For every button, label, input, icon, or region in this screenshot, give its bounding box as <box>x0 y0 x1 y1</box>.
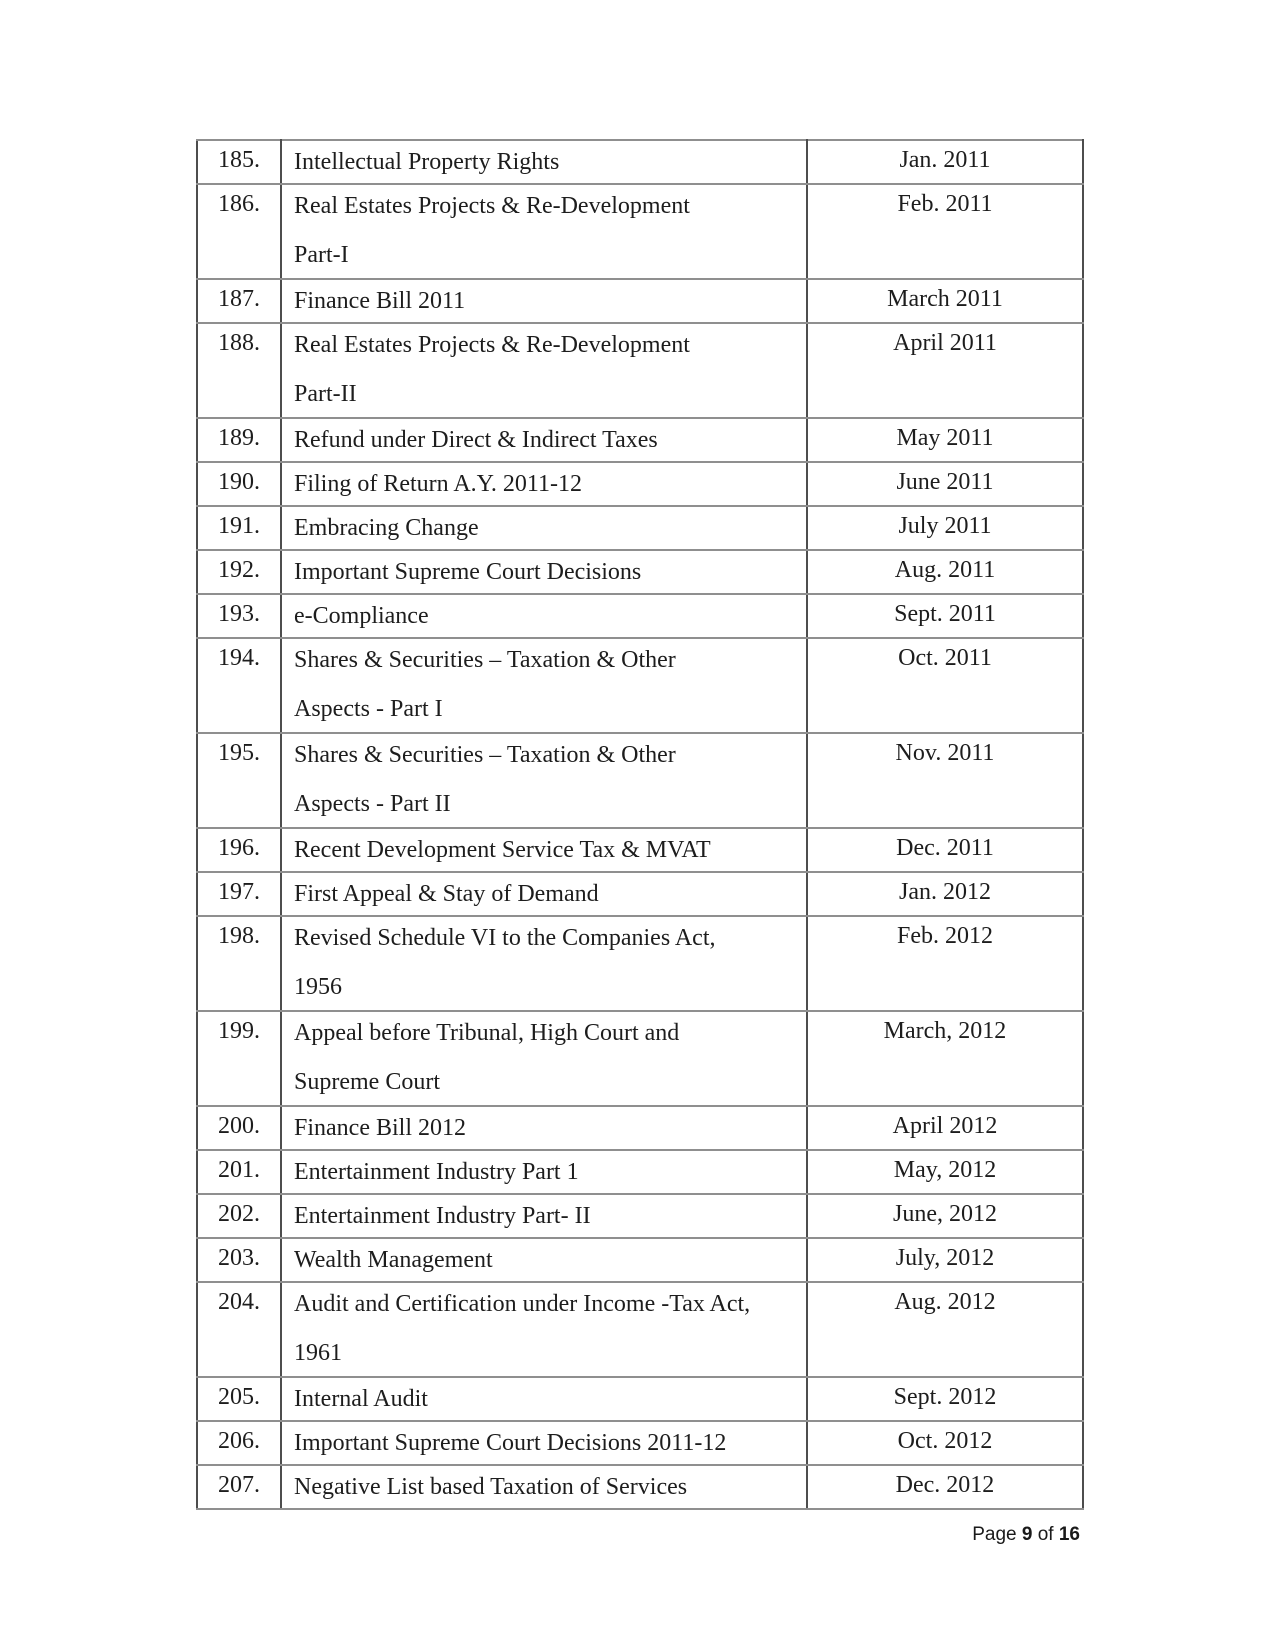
table-row <box>197 733 1083 828</box>
table-row <box>197 828 1083 872</box>
row-number-cell: 186. <box>197 184 281 279</box>
table-row <box>197 462 1083 506</box>
row-date-cell: Feb. 2012 <box>807 916 1083 1011</box>
row-number-cell: 207. <box>197 1465 281 1509</box>
table-row <box>197 506 1083 550</box>
row-date-cell: July 2011 <box>807 506 1083 550</box>
row-date-cell: May, 2012 <box>807 1150 1083 1194</box>
row-date-cell: Aug. 2011 <box>807 550 1083 594</box>
row-title-line: Entertainment Industry Part- II <box>294 1203 591 1229</box>
row-number-cell: 203. <box>197 1238 281 1282</box>
row-date-cell: March 2011 <box>807 279 1083 323</box>
row-title-line: Recent Development Service Tax & MVAT <box>294 837 711 863</box>
row-title-cell <box>281 1421 807 1465</box>
row-date-cell: March, 2012 <box>807 1011 1083 1106</box>
row-number-cell: 197. <box>197 872 281 916</box>
table-row <box>197 279 1083 323</box>
row-title-line: Real Estates Projects & Re-Development <box>294 193 690 219</box>
row-title-line: Aspects - Part II <box>294 791 451 817</box>
row-title-line: Intellectual Property Rights <box>294 149 560 175</box>
row-number-cell: 185. <box>197 140 281 184</box>
row-number-cell: 201. <box>197 1150 281 1194</box>
row-title-cell <box>281 594 807 638</box>
row-title-cell <box>281 1377 807 1421</box>
row-date-cell: Feb. 2011 <box>807 184 1083 279</box>
row-title-cell <box>281 828 807 872</box>
row-title-cell <box>281 506 807 550</box>
row-title-line: Important Supreme Court Decisions <box>294 559 642 585</box>
row-date-cell: April 2011 <box>807 323 1083 418</box>
row-number-cell: 204. <box>197 1282 281 1377</box>
row-title-line: Revised Schedule VI to the Companies Act, <box>294 925 716 951</box>
table-row <box>197 140 1083 184</box>
row-title-line: Entertainment Industry Part 1 <box>294 1159 579 1185</box>
row-title-line: Internal Audit <box>294 1386 428 1412</box>
row-title-line: Part-I <box>294 242 349 268</box>
table-row <box>197 1150 1083 1194</box>
table-row <box>197 550 1083 594</box>
row-number-cell: 200. <box>197 1106 281 1150</box>
row-title-line: Aspects - Part I <box>294 696 443 722</box>
row-number-cell: 193. <box>197 594 281 638</box>
row-title-cell <box>281 1011 807 1106</box>
row-title-line: Embracing Change <box>294 515 479 541</box>
row-number-cell: 194. <box>197 638 281 733</box>
row-title-line: Audit and Certification under Income -Tax Act, <box>294 1291 751 1317</box>
row-title-line: Important Supreme Court Decisions 2011-12 <box>294 1430 727 1456</box>
table-row <box>197 1106 1083 1150</box>
row-number-cell: 190. <box>197 462 281 506</box>
row-title-cell <box>281 1150 807 1194</box>
row-title-line: Refund under Direct & Indirect Taxes <box>294 427 658 453</box>
row-date-cell: Oct. 2011 <box>807 638 1083 733</box>
page-footer <box>972 1524 1080 1546</box>
table-row <box>197 1194 1083 1238</box>
row-date-cell: Jan. 2012 <box>807 872 1083 916</box>
row-title-cell <box>281 916 807 1011</box>
row-title-cell <box>281 1194 807 1238</box>
row-number-cell: 198. <box>197 916 281 1011</box>
row-date-cell: Nov. 2011 <box>807 733 1083 828</box>
contents-table <box>196 139 1084 1510</box>
row-number-cell: 205. <box>197 1377 281 1421</box>
row-title-line: Real Estates Projects & Re-Development <box>294 332 690 358</box>
row-title-cell <box>281 872 807 916</box>
row-number-cell: 191. <box>197 506 281 550</box>
row-date-cell: July, 2012 <box>807 1238 1083 1282</box>
row-title-cell <box>281 550 807 594</box>
row-title-line: Filing of Return A.Y. 2011-12 <box>294 471 583 497</box>
row-title-cell <box>281 1282 807 1377</box>
row-title-cell <box>281 638 807 733</box>
row-date-cell: Dec. 2012 <box>807 1465 1083 1509</box>
row-date-cell: Aug. 2012 <box>807 1282 1083 1377</box>
row-date-cell: June, 2012 <box>807 1194 1083 1238</box>
row-number-cell: 196. <box>197 828 281 872</box>
row-title-line: Supreme Court <box>294 1069 440 1095</box>
table-row <box>197 1011 1083 1106</box>
row-date-cell: Oct. 2012 <box>807 1421 1083 1465</box>
table-row <box>197 638 1083 733</box>
row-title-cell <box>281 1465 807 1509</box>
table-row <box>197 184 1083 279</box>
row-date-cell: June 2011 <box>807 462 1083 506</box>
row-date-cell: May 2011 <box>807 418 1083 462</box>
table-row <box>197 872 1083 916</box>
row-title-line: Negative List based Taxation of Services <box>294 1474 688 1500</box>
row-title-line: Shares & Securities – Taxation & Other <box>294 742 676 768</box>
row-title-cell <box>281 323 807 418</box>
page-label: Page <box>972 1524 1022 1545</box>
table-row <box>197 1282 1083 1377</box>
row-title-line: Finance Bill 2012 <box>294 1115 466 1141</box>
row-title-line: Finance Bill 2011 <box>294 288 466 314</box>
table-row <box>197 418 1083 462</box>
row-title-cell <box>281 1106 807 1150</box>
row-title-line: 1961 <box>294 1340 342 1366</box>
row-title-line: Wealth Management <box>294 1247 493 1273</box>
page-total-number: 16 <box>1058 1524 1080 1545</box>
contents-table-body <box>197 140 1083 1509</box>
row-number-cell: 187. <box>197 279 281 323</box>
table-row <box>197 1465 1083 1509</box>
table-row <box>197 1238 1083 1282</box>
table-row <box>197 1421 1083 1465</box>
row-title-line: 1956 <box>294 974 342 1000</box>
table-row <box>197 594 1083 638</box>
row-number-cell: 202. <box>197 1194 281 1238</box>
row-title-cell <box>281 279 807 323</box>
row-title-line: Part-II <box>294 381 357 407</box>
row-number-cell: 189. <box>197 418 281 462</box>
row-title-cell <box>281 184 807 279</box>
page-of-label: of <box>1032 1524 1059 1545</box>
row-number-cell: 206. <box>197 1421 281 1465</box>
table-row <box>197 323 1083 418</box>
row-title-line: e-Compliance <box>294 603 429 629</box>
row-date-cell: Jan. 2011 <box>807 140 1083 184</box>
row-number-cell: 195. <box>197 733 281 828</box>
row-title-line: First Appeal & Stay of Demand <box>294 881 599 907</box>
row-date-cell: Sept. 2012 <box>807 1377 1083 1421</box>
row-title-cell <box>281 418 807 462</box>
row-date-cell: April 2012 <box>807 1106 1083 1150</box>
row-date-cell: Sept. 2011 <box>807 594 1083 638</box>
table-row <box>197 916 1083 1011</box>
row-number-cell: 188. <box>197 323 281 418</box>
row-number-cell: 192. <box>197 550 281 594</box>
row-title-line: Appeal before Tribunal, High Court and <box>294 1020 680 1046</box>
row-date-cell: Dec. 2011 <box>807 828 1083 872</box>
row-number-cell: 199. <box>197 1011 281 1106</box>
row-title-line: Shares & Securities – Taxation & Other <box>294 647 676 673</box>
row-title-cell <box>281 462 807 506</box>
row-title-cell <box>281 1238 807 1282</box>
row-title-cell <box>281 733 807 828</box>
row-title-cell <box>281 140 807 184</box>
table-row <box>197 1377 1083 1421</box>
page-current-number: 9 <box>1021 1524 1033 1545</box>
